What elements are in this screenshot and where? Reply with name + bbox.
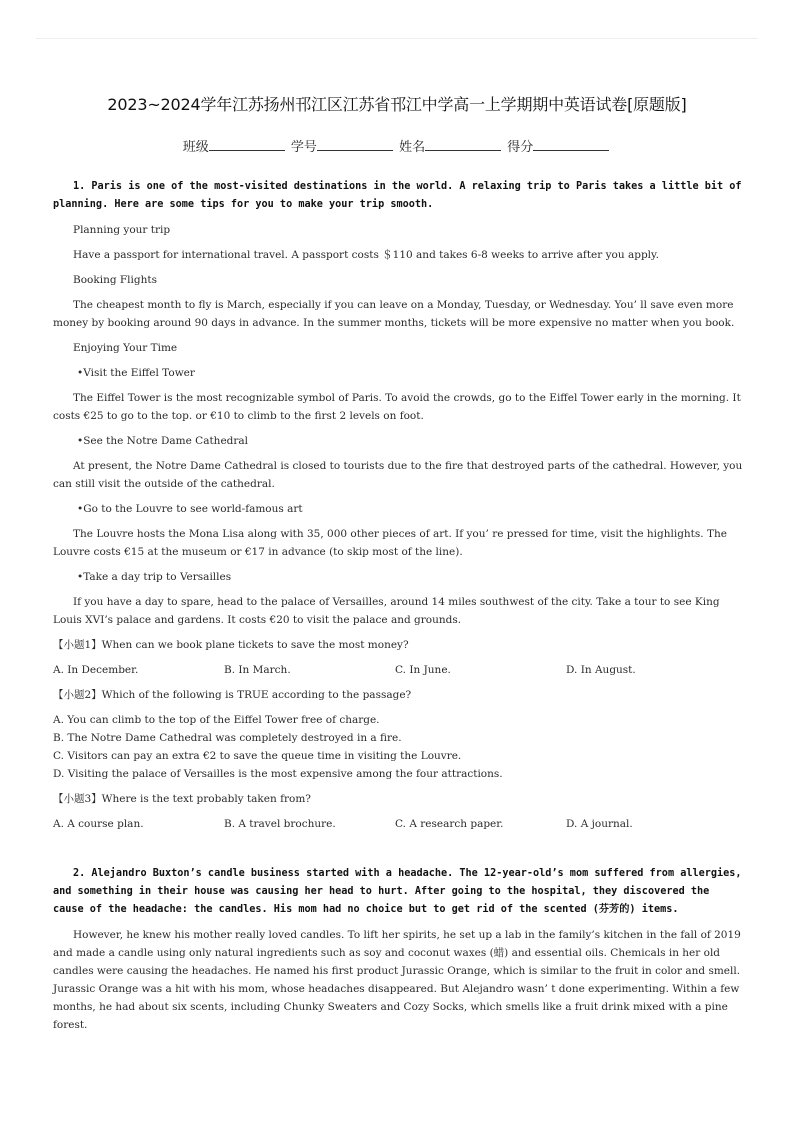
student-id-blank[interactable] [317,138,393,151]
question-spacer [53,833,743,865]
option-b[interactable]: B. The Notre Dame Cathedral was completely destroyed in a fire. [53,732,402,744]
option-c[interactable]: C. Visitors can pay an extra €2 to save the queue time in visiting the Louvre. [53,750,462,762]
paragraph-booking: The cheapest month to fly is March, especially if you can leave on a Monday, Tuesday, or Wednesday. You’ ll save even more money by booking around 90 days in advance. In the summer months, tickets will be more expensive no matter when you book. [53,299,735,329]
question-1 [53,178,743,833]
sub-question-1: 【小题1】When can we book plane tickets to save the most money? [53,639,409,651]
paragraph-passport: Have a passport for international travel. A passport costs ＄110 and takes 6-8 weeks to arrive after you apply. [73,249,659,261]
question-2-lead: 2. Alejandro Buxton’s candle business started with a headache. The 12-year-old’s mom suffered from allergies, and something in their house was causing her head to hurt. After going to the hospital, they discovered the cause of the headache: the candles. His mom had no choice but to get rid of the scented (芬芳的) items. [53,868,742,915]
paragraph-notre-dame: At present, the Notre Dame Cathedral is closed to tourists due to the fire that destroyed parts of the cathedral. However, you can still visit the outside of the cathedral. [53,460,743,490]
option-a[interactable]: A. You can climb to the top of the Eiffel Tower free of charge. [53,714,380,726]
section-heading-planning: Planning your trip [73,224,171,236]
option-d[interactable]: D. In August. [566,664,636,676]
bullet-eiffel: •Visit the Eiffel Tower [77,367,195,379]
sub-question-3-options [53,815,743,833]
name-label: 姓名 [399,140,426,155]
exam-content [53,178,743,1034]
bullet-louvre: •Go to the Louvre to see world-famous art [77,503,303,515]
page-title: 2023~2024学年江苏扬州邗江区江苏省邗江中学高一上学期期中英语试卷[原题版] [107,95,687,114]
paragraph-versailles: If you have a day to spare, head to the palace of Versailles, around 14 miles southwest of the city. Take a tour to see King Louis XVI’s palace and gardens. It costs €20 to visit the palace and grounds. [53,596,720,626]
paragraph-candle-lab: However, he knew his mother really loved candles. To lift her spirits, he set up a lab in the family’s kitchen in the fall of 2019 and made a candle using only natural ingredients such as soy and coconut waxes (蜡) and essential oils. Chemicals in her old candles were causing the headaches. He named his first product Jurassic Orange, which is similar to the fruit in color and smell. Jurassic Orange was a hit with his mom, whose headaches disappeared. But Alejandro wasn’ t done experimenting. Within a few months, he had about six scents, including Chunky Sweaters and Cozy Socks, which smells like a fruit drink mixed with a pine forest. [53,929,741,1031]
option-d[interactable]: D. Visiting the palace of Versailles is the most expensive among the four attractions. [53,768,503,780]
student-id-label: 学号 [290,140,317,155]
bullet-notre-dame: •See the Notre Dame Cathedral [77,435,249,447]
student-info-line [0,136,794,155]
option-c[interactable]: C. A research paper. [395,818,504,830]
class-blank[interactable] [209,138,285,151]
name-blank[interactable] [425,138,501,151]
score-label: 得分 [507,140,534,155]
question-2 [53,865,743,1034]
option-a[interactable]: A. In December. [53,664,139,676]
option-c[interactable]: C. In June. [395,664,451,676]
header-divider [36,38,758,39]
sub-question-1-options [53,661,743,679]
option-b[interactable]: B. In March. [224,664,291,676]
option-d[interactable]: D. A journal. [566,818,633,830]
class-label: 班级 [182,140,209,155]
option-b[interactable]: B. A travel brochure. [224,818,336,830]
score-blank[interactable] [533,138,609,151]
option-a[interactable]: A. A course plan. [53,818,144,830]
sub-question-2-options [53,711,743,783]
paragraph-eiffel: The Eiffel Tower is the most recognizable symbol of Paris. To avoid the crowds, go to the Eiffel Tower early in the morning. It costs €25 to go to the top. or €10 to climb to the first 2 levels on foot. [53,392,741,422]
sub-question-3: 【小题3】Where is the text probably taken from? [53,793,311,805]
question-1-lead: 1. Paris is one of the most-visited destinations in the world. A relaxing trip to Paris takes a little bit of planning. Here are some tips for you to make your trip smooth. [53,181,742,210]
paragraph-louvre: The Louvre hosts the Mona Lisa along with 35, 000 other pieces of art. If you’ re pressed for time, visit the highlights. The Louvre costs €15 at the museum or €17 in advance (to skip most of the line). [53,528,727,558]
section-heading-enjoying: Enjoying Your Time [73,342,178,354]
bullet-versailles: •Take a day trip to Versailles [77,571,232,583]
section-heading-booking: Booking Flights [73,274,157,286]
sub-question-2: 【小题2】Which of the following is TRUE according to the passage? [53,689,412,701]
